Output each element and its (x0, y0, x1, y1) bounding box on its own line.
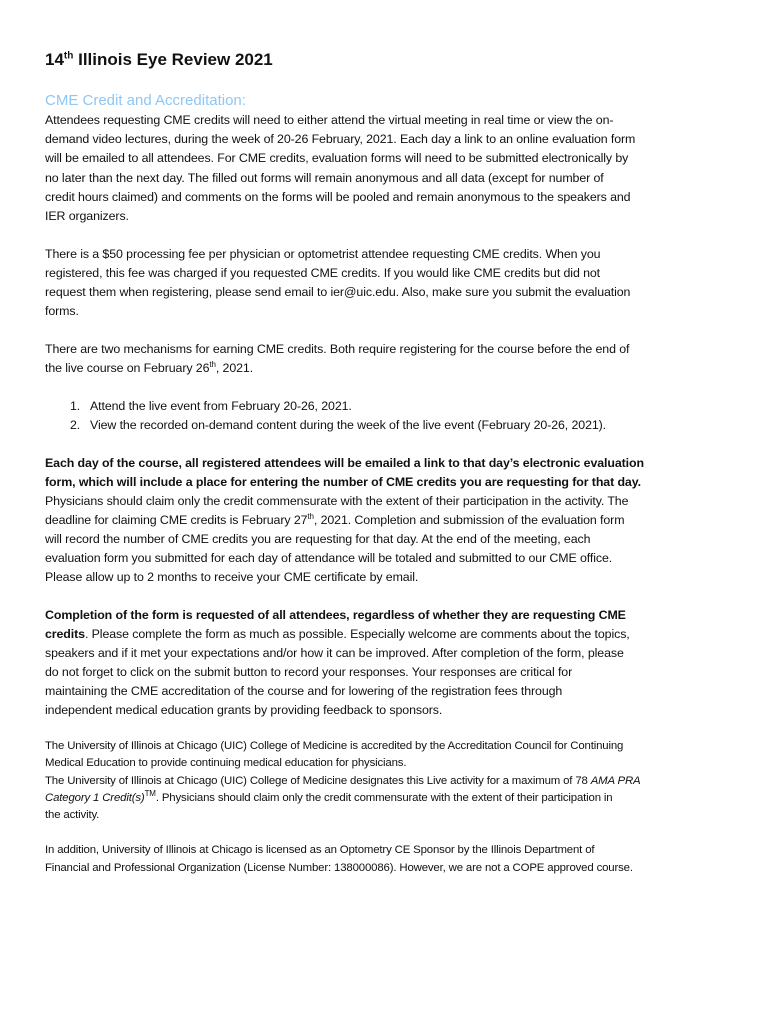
text-segment: In addition, University of Illinois at Chicago is licensed as an Optometry CE Sponsor by the Illinois Department of (45, 844, 595, 856)
text-segment: There is a $50 processing fee per physician or optometrist attendee requesting CME credits. When you (45, 247, 601, 261)
text-line (45, 626, 630, 642)
text-segment: Medical Education to provide continuing medical education for physicians. (45, 757, 407, 769)
text-line (45, 531, 590, 547)
superscript: th (209, 359, 216, 369)
text-segment: Each day of the course, all registered attendees will be emailed a link to that day’s electronic evaluation (45, 456, 644, 470)
text-line (45, 790, 612, 806)
text-line (45, 360, 253, 376)
text-line (45, 131, 635, 147)
text-line (45, 170, 604, 186)
text-segment: AMA PRA (590, 775, 641, 787)
document-title (45, 50, 273, 70)
text-segment: forms. (45, 304, 79, 318)
text-line (45, 860, 633, 876)
text-segment: the activity. (45, 809, 100, 821)
text-segment: The University of Illinois at Chicago (UIC) College of Medicine is accredited by the Accreditation Council for Continuing (45, 740, 624, 752)
text-line (45, 683, 562, 699)
text-segment: . Physicians should claim only the credit commensurate with the extent of their participation in (155, 792, 613, 804)
text-segment: Please allow up to 2 months to receive your CME certificate by email. (45, 570, 419, 584)
text-line (45, 341, 629, 357)
text-segment: the live course on February 26 (45, 361, 210, 375)
text-line (45, 303, 79, 319)
text-line (45, 664, 572, 680)
text-segment: Attend the live event from February 20-26, 2021. (90, 399, 352, 413)
list-number: 2. (70, 418, 81, 432)
text-segment: credits (45, 627, 85, 641)
text-line (45, 738, 623, 754)
text-line (45, 569, 418, 585)
text-segment: There are two mechanisms for earning CME credits. Both require registering for the course before the end of (45, 342, 630, 356)
text-segment: Physicians should claim only the credit commensurate with the extent of their participation in the activity. The (45, 494, 629, 508)
text-line (45, 150, 628, 166)
text-line (45, 284, 630, 300)
text-line (45, 512, 624, 528)
text-line (45, 493, 628, 509)
text-segment: will record the number of CME credits you are requesting for that day. At the end of the meeting, each (45, 532, 591, 546)
text-line (45, 208, 129, 224)
text-segment: Financial and Professional Organization (License Number: 138000086). However, we are not a COPE approved course. (45, 862, 633, 874)
list-item (70, 398, 352, 414)
title-text: Illinois Eye Review 2021 (73, 50, 273, 69)
title-superscript: th (63, 50, 74, 62)
text-segment: speakers and if it met your expectations and/or how it can be improved. After completion of the form, please (45, 646, 624, 660)
list-item (70, 417, 606, 433)
text-segment: request them when registering, please send email to ier@uic.edu. Also, make sure you submit the evaluation (45, 285, 631, 299)
superscript: th (307, 511, 314, 521)
section-heading: CME Credit and Accreditation: (45, 92, 246, 109)
text-line (45, 550, 612, 566)
text-line (45, 246, 600, 262)
text-line (45, 265, 600, 281)
text-line (45, 645, 624, 661)
text-segment: The University of Illinois at Chicago (UIC) College of Medicine designates this Live activity for a maximum of 78 (45, 775, 591, 787)
text-line (45, 607, 626, 623)
text-segment: credit hours claimed) and comments on the forms will be pooled and remain anonymous to the speakers and (45, 190, 631, 204)
text-line (45, 474, 641, 490)
text-segment: IER organizers. (45, 209, 129, 223)
text-segment: Completion of the form is requested of all attendees, regardless of whether they are requesting CME (45, 608, 626, 622)
text-segment: , 2021. Completion and submission of the evaluation form (313, 513, 625, 527)
text-segment: , 2021. (215, 361, 254, 375)
title-text: 14 (45, 50, 64, 69)
text-line (45, 842, 594, 858)
text-line (45, 455, 644, 471)
list-number: 1. (70, 399, 81, 413)
superscript: TM (144, 789, 156, 799)
text-segment: View the recorded on-demand content during the week of the live event (February 20-26, 2021). (90, 418, 607, 432)
text-segment: maintaining the CME accreditation of the course and for lowering of the registration fees through (45, 684, 563, 698)
text-segment: evaluation form you submitted for each day of attendance will be totaled and submitted to our CME office. (45, 551, 613, 565)
text-segment: Category 1 Credit(s) (45, 792, 145, 804)
text-segment: no later than the next day. The filled out forms will remain anonymous and all data (except for number of (45, 171, 604, 185)
text-segment: independent medical education grants by providing feedback to sponsors. (45, 703, 443, 717)
text-segment: demand video lectures, during the week of 20-26 February, 2021. Each day a link to an online evaluation form (45, 132, 636, 146)
text-segment: registered, this fee was charged if you requested CME credits. If you would like CME credits but did not (45, 266, 601, 280)
text-segment: deadline for claiming CME credits is February 27 (45, 513, 308, 527)
text-segment: Attendees requesting CME credits will need to either attend the virtual meeting in real time or view the on- (45, 113, 614, 127)
text-segment: form, which will include a place for entering the number of CME credits you are requesting for that day. (45, 475, 641, 489)
text-segment: will be emailed to all attendees. For CME credits, evaluation forms will need to be submitted electronically by (45, 151, 629, 165)
text-line (45, 112, 613, 128)
text-line (45, 189, 630, 205)
text-line (45, 755, 406, 771)
text-line (45, 702, 442, 718)
text-segment: do not forget to click on the submit button to record your responses. Your responses are critical for (45, 665, 573, 679)
text-line (45, 773, 641, 789)
text-line (45, 807, 99, 823)
text-segment: . Please complete the form as much as possible. Especially welcome are comments about the topics, (84, 627, 630, 641)
